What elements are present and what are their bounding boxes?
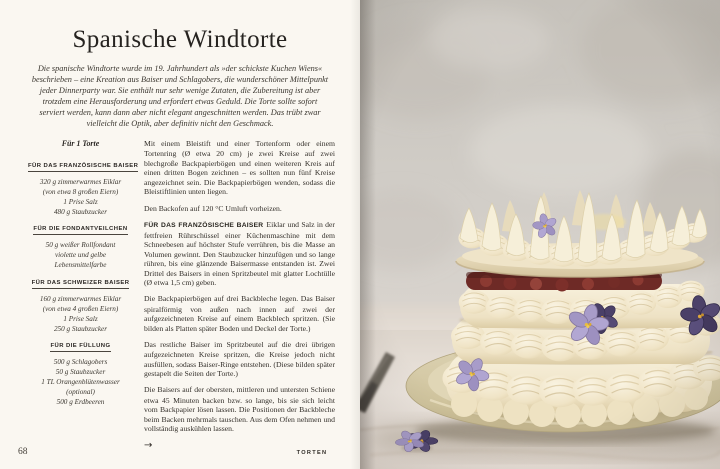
ingredient-line: 1 Prise Salz [63, 314, 98, 323]
ingredient-line: 320 g zimmerwarmes Eiklar [39, 178, 122, 186]
ingredient-line: Lebensmittelfarbe [54, 261, 107, 270]
ingredient-line: 50 g Staubzucker [55, 367, 106, 376]
ingredient-line: 1 Prise Salz [63, 198, 98, 207]
step-text: Die Backpapierbögen auf drei Backbleche legen. Das Baiser spiralförmig von außen nach innen auf zwei der aufgezeichneten Kreise auf einem Backblech spritzen. (Sie bilden als Platten später Boden und Deckel der Torte.) [144, 294, 335, 333]
recipe-intro: Die spanische Windtorte wurde im 19. Jahrhundert als »der schickste Kuchen Wiens« beschrieben – eine Kreation aus Baiser und Schlagobers, die wunderschöner Mittelpunkt jeder Dinnerparty war. Sie enthält nur sehr wenige Zutaten, die Zubereitung ist aber trotzdem eine Herausforderung und erfordert etwas Geduld. Die Torte sollte sofort serviert werden, kann dann aber nicht elegant angeschnitten werden. Das trübt zwar vielleicht die Optik, aber definitiv nicht den Geschmack. [31, 64, 329, 129]
ingredient-line: 500 g Schlagobers [53, 357, 108, 366]
recipe-title: Spanische Windtorte [72, 26, 288, 53]
chapter-footer: TORTEN [296, 450, 328, 456]
step-paragraph [144, 385, 335, 433]
ingredient-heading: FÜR DIE FÜLLUNG [50, 343, 110, 352]
ingredient-list [28, 177, 133, 217]
ingredient-section [28, 271, 133, 334]
step-lead: FÜR DAS FRANZÖSISCHE BAISER [144, 222, 264, 230]
page-gutter-shadow [360, 0, 376, 469]
ingredient-heading: FÜR DAS FRANZÖSISCHE BAISER [28, 163, 138, 172]
ingredient-line: (optional) [66, 388, 95, 397]
ingredients-column [28, 139, 139, 453]
step-paragraph [144, 340, 335, 379]
page-number: 68 [18, 447, 28, 457]
ingredient-line: 160 g zimmerwarmes Eiklar [39, 294, 122, 303]
method-column [144, 139, 335, 453]
step-paragraph [144, 220, 335, 288]
step-text: Das restliche Baiser im Spritzbeutel auf die drei übrigen aufgezeichneten Kreise spritzen, die Kreise jedoch nicht ausfüllen, sodass Baiser-Ringe entstehen. (Diese bilden später gestapelt die Seiten der Torte.) [144, 339, 335, 379]
torte-photo [360, 0, 720, 469]
recipe-columns [28, 139, 335, 453]
ingredient-list [28, 294, 133, 334]
ingredient-section [28, 334, 133, 407]
continuation-arrow-icon: → [144, 440, 153, 452]
step-paragraph [144, 139, 335, 197]
ingredient-line: (von etwa 8 großen Eiern) [42, 188, 119, 197]
ingredient-section [28, 154, 139, 217]
ingredient-list [28, 240, 133, 270]
ingredient-line: 500 g Erdbeeren [56, 398, 105, 407]
ingredient-line: 250 g Staubzucker [53, 324, 108, 333]
photo-vignette [360, 0, 720, 469]
step-text: Den Backofen auf 120 °C Umluft vorheizen. [144, 203, 282, 213]
step-text: Eiklar und Salz in der fettfreien Rührschüssel einer Küchenmaschine mit dem Schneebesen auf höchster Stufe verrühren, bis die Masse an Volumen gewinnt. Den Staubzucker hinzufügen und so lange rühren, bis eine glänzende Baisermasse entstanden ist. Zwei Drittel des Baisers in einen Spritzbeutel mit glatter Lochtülle (Ø etwa 1,5 cm) geben. [144, 220, 335, 288]
ingredient-line: (von etwa 4 großen Eiern) [42, 304, 119, 313]
ingredient-line: 1 TL Orangenblütenwasser [41, 378, 120, 387]
step-text: Mit einem Bleistift und einer Tortenform oder einem Tortenring (Ø etwa 20 cm) je zwei Kreise auf zwei blechgroße Backpapierbögen und einen weiteren Kreis auf einen dritten Bogen zeichnen – es sollten nun fünf Kreise angezeichnet sein. Die Backpapierbögen wenden, sodass die Bleistiftlinien unten liegen. [144, 139, 335, 197]
ingredient-heading: FÜR DAS SCHWEIZER BAISER [32, 280, 130, 289]
ingredient-line: violette und gelbe [54, 251, 107, 260]
yield-label: Für 1 Torte [61, 139, 100, 148]
photo-page [360, 0, 720, 469]
ingredient-line: 50 g weißer Rollfondant [45, 241, 116, 250]
ingredient-heading: FÜR DIE FONDANTVEILCHEN [33, 226, 127, 235]
step-paragraph [144, 204, 335, 214]
step-paragraph [144, 294, 335, 333]
ingredient-list [28, 357, 133, 407]
step-text: Die Baisers auf der obersten, mittleren und untersten Schiene etwa 45 Minuten backen bzw. so lange, bis sie sich leicht vom Backpapier lösen lassen. Die Positionen der Backbleche beim Backen mehrmals tauschen. Aus dem Ofen nehmen und vollständig auskühlen lassen. [144, 385, 335, 434]
ingredient-line: 480 g Staubzucker [53, 208, 108, 217]
ingredient-section [28, 217, 133, 270]
